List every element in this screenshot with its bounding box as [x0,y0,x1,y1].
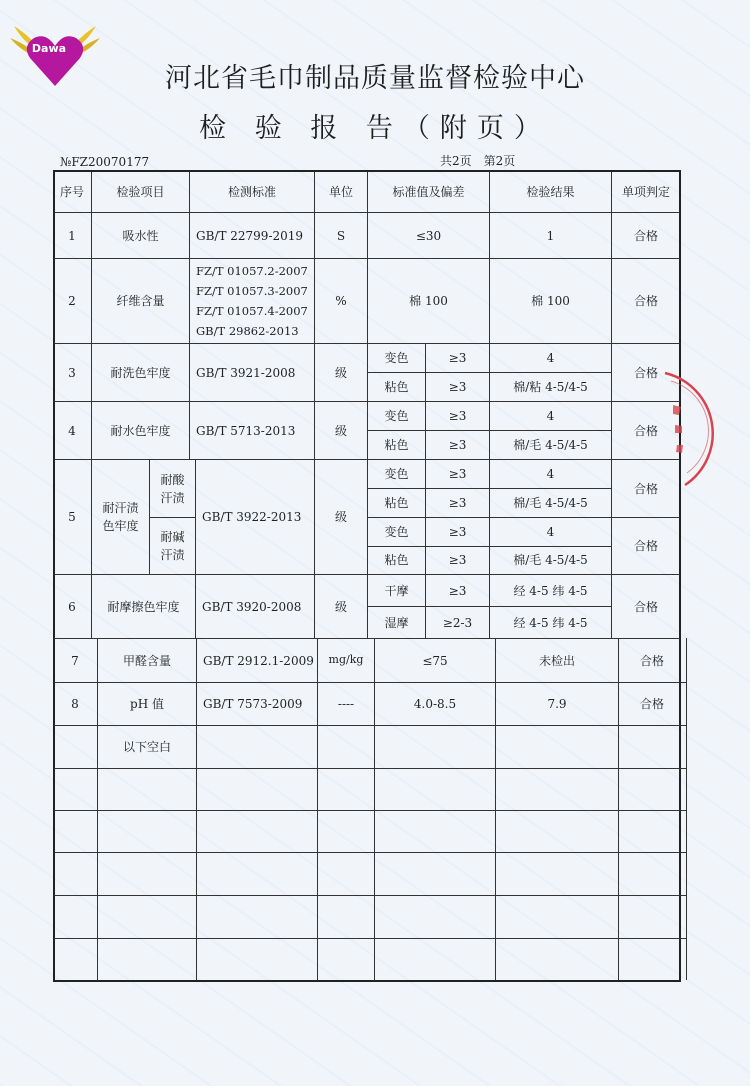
row5-unit: 级 [334,510,347,524]
row6-verdict: 合格 [633,599,658,614]
row5-alkali-sub1-req: ≥3 [448,525,467,539]
grid-line [686,638,687,980]
grid-line [54,768,686,769]
row4-sub2-result: 棉/毛 4-5/4-5 [513,438,588,452]
row7-requirement: ≤75 [422,653,448,668]
row5-acid-sub1-type: 变色 [384,467,409,481]
row7-no: 7 [71,653,79,668]
row8-item: pH 值 [130,697,164,711]
header-no: 序号 [59,185,84,199]
row5-acid-sub1-req: ≥3 [448,467,467,481]
report-number: №FZ20070177 [60,155,150,169]
row5-alkali-sub2-type: 粘色 [384,553,409,567]
row4-item: 耐水色牢度 [110,423,171,438]
row2-unit: % [335,294,347,308]
row2-requirement: 棉 100 [409,294,448,308]
grid-line [54,895,686,896]
grid-line [54,852,686,853]
row3-unit: 级 [334,365,347,380]
row6-sub1-type: 干摩 [384,583,409,598]
page-info: 共2页 第2页 [440,154,516,168]
row7-verdict: 合格 [639,653,664,668]
header-unit: 单位 [328,185,353,199]
row7-unit: mg/kg [328,653,364,667]
row6-sub2-type: 湿摩 [384,615,409,630]
row5-acid-verdict: 合格 [633,481,658,496]
row3-no: 3 [68,365,76,380]
row4-sub1-result: 4 [546,409,555,423]
row8-result: 7.9 [547,697,567,711]
row1-standard: GB/T 22799-2019 [196,228,304,243]
row6-no: 6 [68,599,76,614]
row4-standard: GB/T 5713-2013 [196,423,296,438]
row3-sub1-type: 变色 [384,351,409,365]
row1-unit: S [336,228,346,243]
row3-sub2-type: 粘色 [384,380,409,394]
row7-item: 甲醛含量 [122,653,171,668]
row3-sub2-result: 棉/粘 4-5/4-5 [513,380,588,394]
org-name: 河北省毛巾制品质量监督检验中心 [165,63,585,94]
row5-alkali-label: 耐碱 汗渍 [160,530,185,562]
row6-standard: GB/T 3920-2008 [202,599,302,614]
row5-alkali-sub1-type: 变色 [384,525,409,539]
row4-sub1-type: 变色 [384,409,409,423]
row5-alkali-sub2-result: 棉/毛 4-5/4-5 [513,553,588,567]
row1-item: 吸水性 [122,228,159,243]
row4-unit: 级 [334,423,347,438]
grid-line [54,810,686,811]
row3-sub2-req: ≥3 [448,380,467,394]
grid-line [54,938,686,939]
row6-item: 耐摩擦色牢度 [107,599,180,614]
row2-no: 2 [68,294,76,308]
inspection-seal-icon [655,365,735,495]
row3-sub1-result: 4 [546,351,555,365]
row1-verdict: 合格 [633,228,658,243]
row4-sub2-type: 粘色 [384,438,409,452]
row7-standard: GB/T 2912.1-2009 [203,653,314,668]
row3-verdict: 合格 [633,365,658,380]
row5-standard: GB/T 3922-2013 [202,510,302,524]
row5-alkali-verdict: 合格 [633,539,658,553]
header-standard: 检测标准 [227,185,276,199]
header-requirement: 标准值及偏差 [392,185,465,199]
row3-standard: GB/T 3921-2008 [196,365,296,380]
report-title: 检 验 报 告（附页） [199,113,551,144]
blank-note: 以下空白 [122,740,171,754]
row5-acid-sub1-result: 4 [546,467,555,481]
header-verdict: 单项判定 [621,185,670,199]
row4-sub2-req: ≥3 [448,438,467,452]
row5-acid-sub2-type: 粘色 [384,496,409,510]
row5-alkali-sub2-req: ≥3 [448,553,467,567]
row1-no: 1 [68,228,76,243]
header-result: 检验结果 [526,185,575,199]
row2-verdict: 合格 [633,294,658,308]
row6-sub2-req: ≥2-3 [442,615,473,630]
row6-sub2-result: 经 4-5 纬 4-5 [513,615,588,630]
row4-no: 4 [68,423,76,438]
row7-result: 未检出 [538,653,575,668]
row6-sub1-req: ≥3 [448,583,467,598]
row5-acid-sub2-req: ≥3 [448,496,467,510]
row3-sub1-req: ≥3 [448,351,467,365]
row6-unit: 级 [334,599,347,614]
row8-requirement: 4.0-8.5 [413,697,457,711]
row8-unit: ---- [337,697,355,711]
row6-sub1-result: 经 4-5 纬 4-5 [513,583,588,598]
row4-sub1-req: ≥3 [448,409,467,423]
logo-text: Dawa [31,42,67,55]
row8-standard: GB/T 7573-2009 [203,697,303,711]
row8-verdict: 合格 [639,697,664,711]
row2-result: 棉 100 [531,294,570,308]
row1-result: 1 [546,228,555,243]
row4-verdict: 合格 [633,423,658,438]
row5-no: 5 [68,510,76,524]
row2-standard: FZ/T 01057.2-2007 FZ/T 01057.3-2007 FZ/T 01057.4-2007 GB/T 29862-2013 [196,264,308,338]
row3-item: 耐洗色牢度 [110,365,171,380]
row5-acid-sub2-result: 棉/毛 4-5/4-5 [513,496,588,510]
header-item: 检验项目 [116,185,165,199]
row5-alkali-sub1-result: 4 [546,525,555,539]
row8-no: 8 [71,697,79,711]
row5-item: 耐汗渍 色牢度 [102,501,139,533]
row2-item: 纤维含量 [116,294,165,308]
row1-requirement: ≤30 [415,228,442,243]
row5-acid-label: 耐酸 汗渍 [160,472,185,505]
